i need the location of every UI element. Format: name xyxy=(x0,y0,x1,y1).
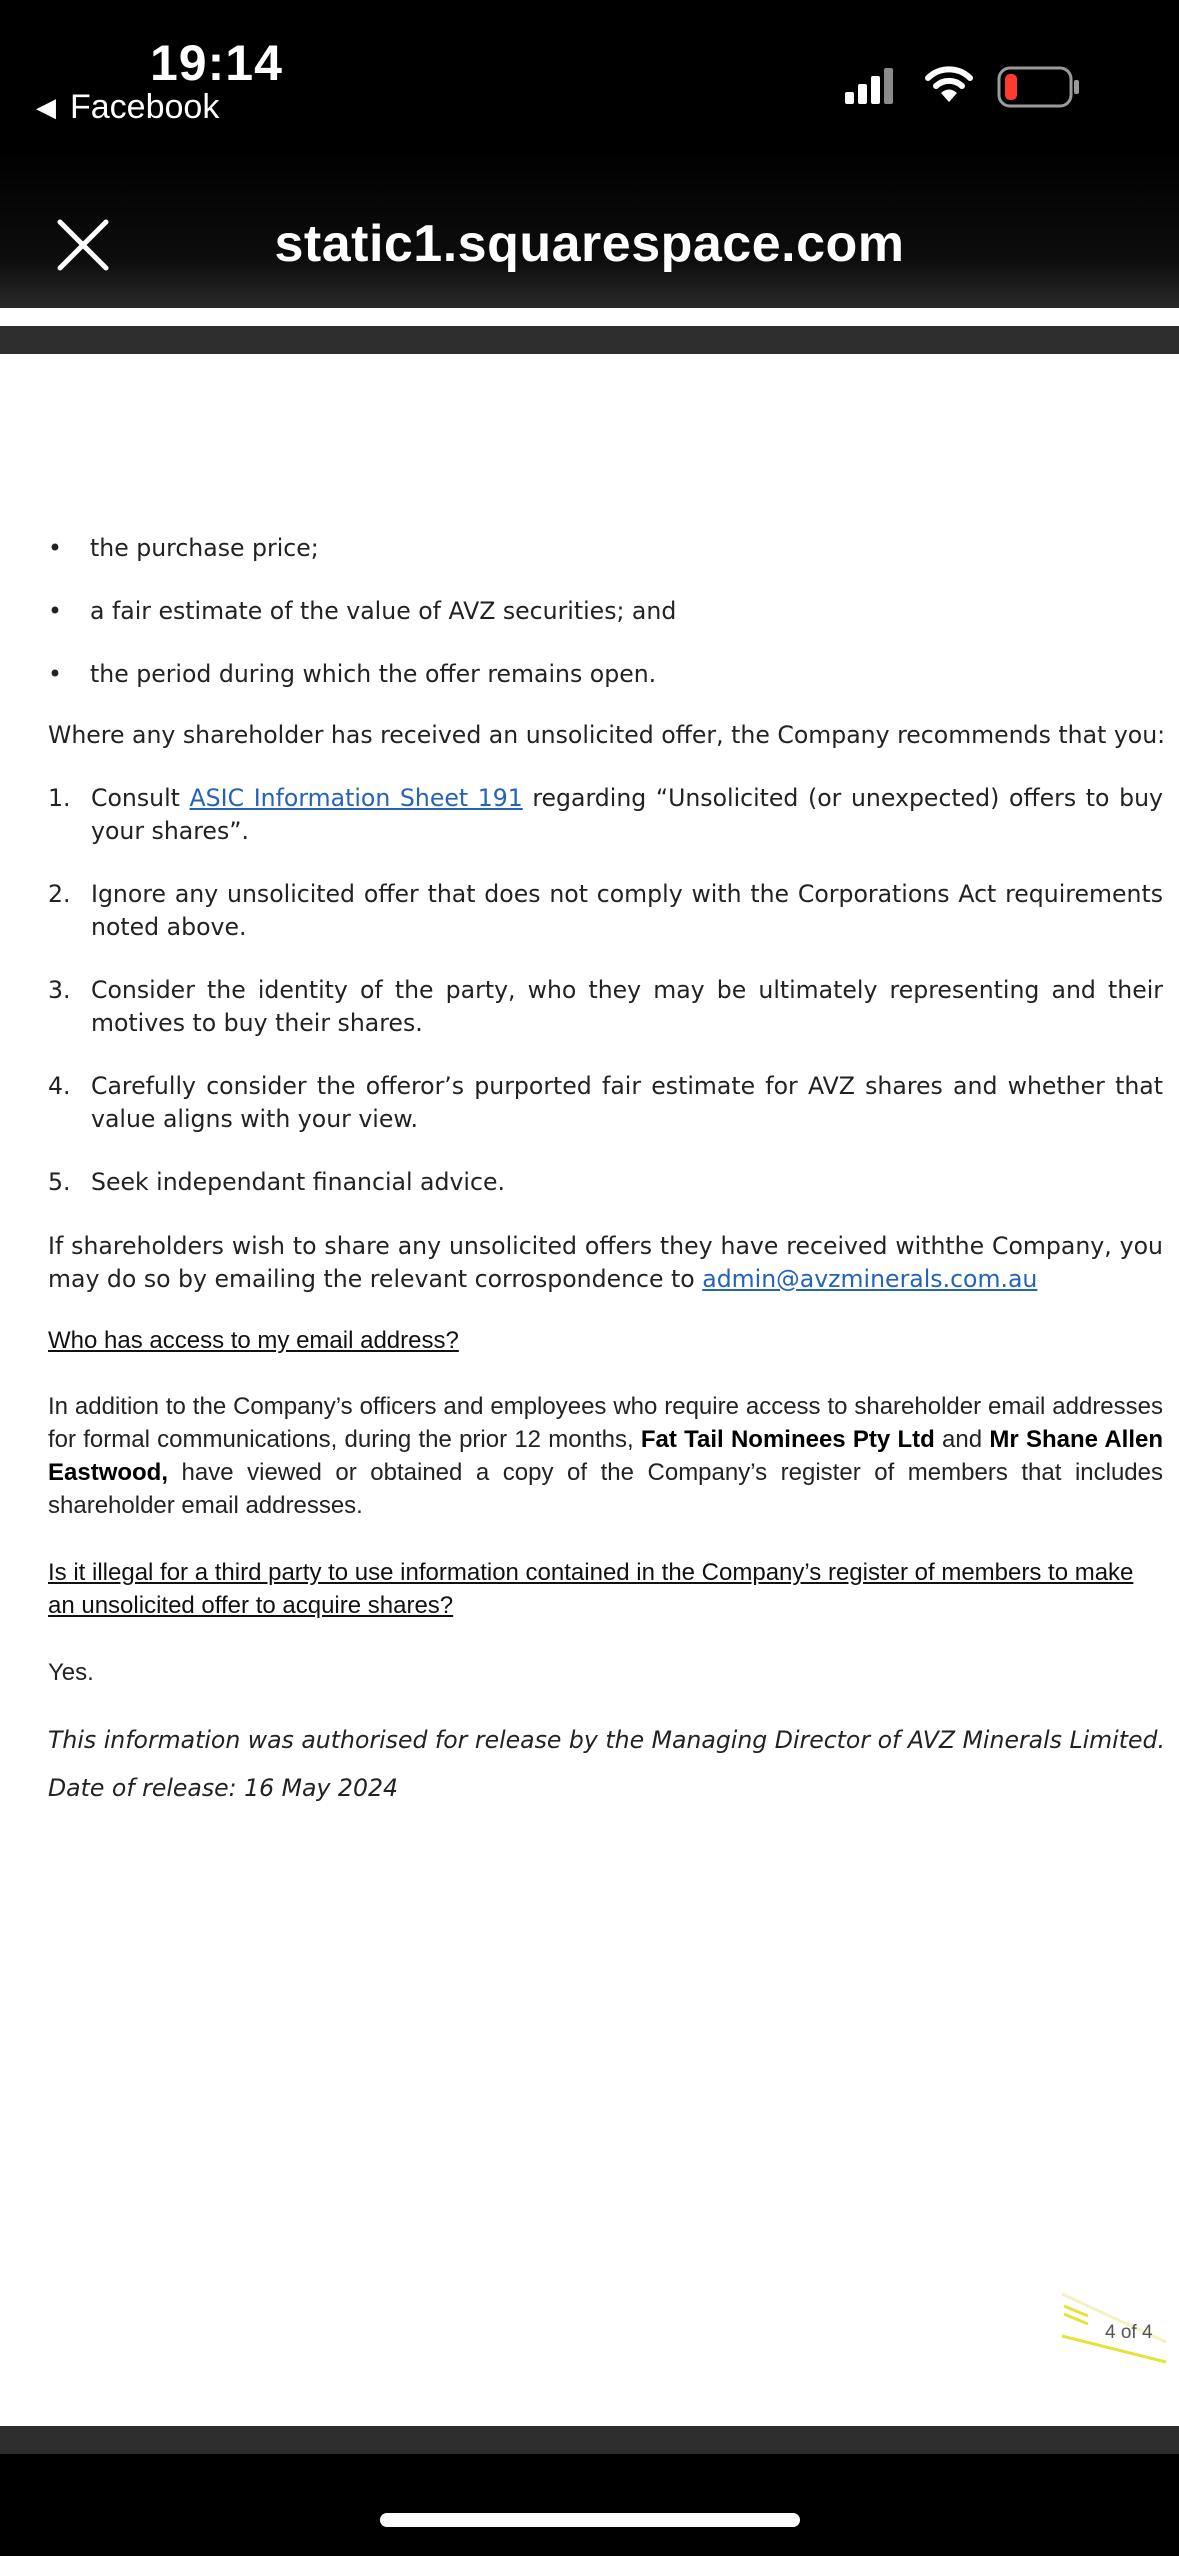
pdf-page[interactable] xyxy=(0,354,1179,2426)
wifi-icon xyxy=(925,64,973,106)
battery-low-icon xyxy=(997,66,1081,108)
recommendation-4: 4. Carefully consider the offeror’s purported fair estimate for AVZ shares and whether that value aligns with your view. xyxy=(48,1072,1163,1133)
back-arrow-icon: ◀ xyxy=(36,92,56,122)
cellular-signal-icon xyxy=(845,66,895,106)
bullet-icon: • xyxy=(48,660,62,688)
page-indicator: 4 of 4 xyxy=(1105,2322,1153,2343)
share-paragraph: If shareholders wish to share any unsolicited offers they have received withthe Company, you may do so by emailing the relevant corrospondence to admin@avzminerals.com.au xyxy=(48,1232,1163,1293)
bullet-text: a fair estimate of the value of AVZ securities; and xyxy=(90,597,677,625)
section-heading: Who has access to my email address? xyxy=(48,1327,459,1354)
page-url: static1.squarespace.com xyxy=(274,215,905,273)
admin-email-link[interactable]: admin@avzminerals.com.au xyxy=(702,1265,1038,1293)
recommendation-1: 1. Consult ASIC Information Sheet 191 regarding “Unsolicited (or unexpected) offers to buy your shares”. xyxy=(48,784,1163,845)
asic-info-sheet-link[interactable]: ASIC Information Sheet 191 xyxy=(189,784,523,812)
home-indicator[interactable] xyxy=(380,2513,800,2527)
clock: 19:14 xyxy=(150,35,283,91)
status-bar xyxy=(0,0,1179,150)
bullet-icon: • xyxy=(48,534,62,562)
intro-paragraph: Where any shareholder has received an unsolicited offer, the Company recommends that you: xyxy=(48,721,1166,749)
browser-header xyxy=(0,150,1179,308)
back-to-app-button[interactable] xyxy=(36,88,219,127)
viewer-bottom-bar xyxy=(0,2426,1179,2454)
viewer-top-bar xyxy=(0,326,1179,354)
recommendation-2: 2. Ignore any unsolicited offer that does not comply with the Corporations Act requirements noted above. xyxy=(48,880,1163,941)
divider xyxy=(0,308,1179,326)
recommendation-3: 3. Consider the identity of the party, who they may be ultimately representing and their motives to buy their shares. xyxy=(48,976,1163,1037)
release-date: Date of release: 16 May 2024 xyxy=(48,1774,398,1802)
bottom-area xyxy=(0,2454,1179,2556)
recommendation-5: 5. Seek independant financial advice. xyxy=(48,1168,505,1196)
section-heading: Is it illegal for a third party to use information contained in the Company’s register of members to make an unsolicited offer to acquire shares? xyxy=(48,1559,1134,1619)
back-app-label: Facebook xyxy=(70,88,220,126)
bullet-icon: • xyxy=(48,597,62,625)
authorisation-note: This information was authorised for release by the Managing Director of AVZ Minerals Limited. xyxy=(48,1726,1165,1754)
bullet-text: the period during which the offer remains open. xyxy=(90,660,657,688)
access-paragraph: In addition to the Company’s officers and employees who require access to shareholder email addresses for formal communications, during the prior 12 months, Fat Tail Nominees Pty Ltd and Mr Shane Allen Eastwood, have viewed or obtained a copy of the Company’s register of members that includes shareholder email addresses. xyxy=(48,1393,1163,1519)
bullet-text: the purchase price; xyxy=(90,534,319,562)
answer-text: Yes. xyxy=(48,1659,94,1686)
